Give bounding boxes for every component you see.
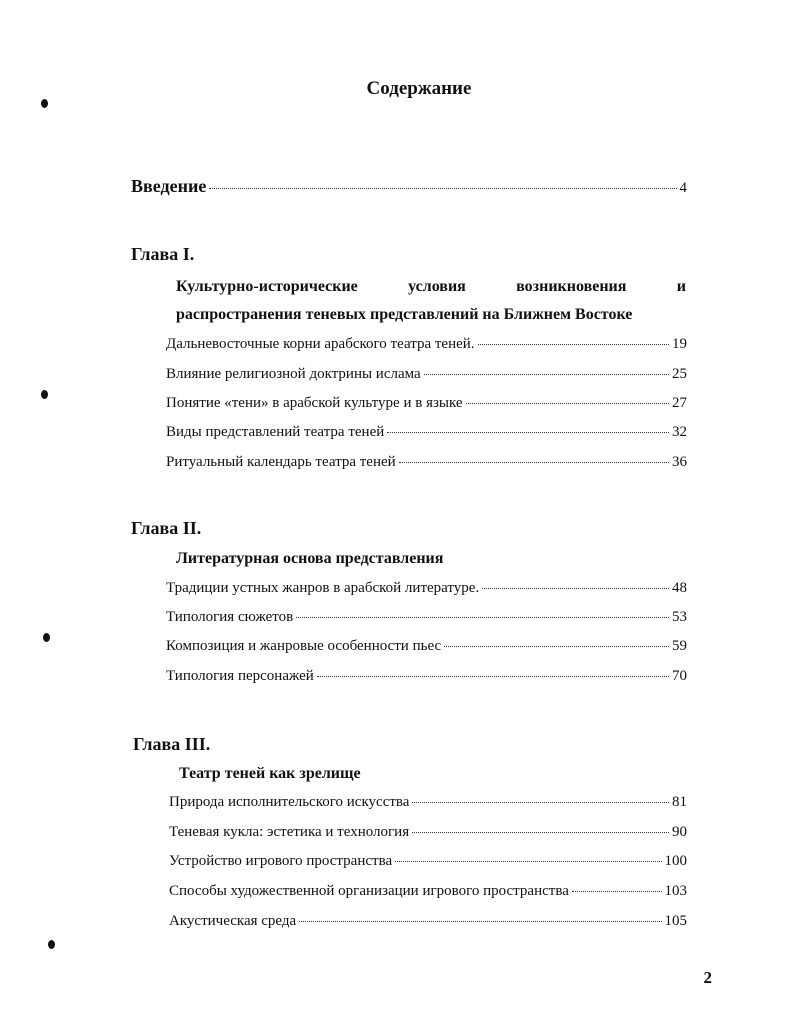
dot-leader [209, 188, 676, 189]
chapter-heading: Глава III. [133, 734, 211, 754]
margin-bullet [41, 99, 48, 108]
toc-entry-label: Традиции устных жанров в арабской литературе. [166, 580, 480, 596]
toc-entry [166, 580, 687, 597]
toc-entry-page: 105 [664, 913, 687, 929]
page-title: Содержание [366, 78, 472, 99]
toc-entry-page: 32 [672, 424, 687, 440]
toc-entry [169, 883, 687, 900]
toc-entry [166, 424, 687, 441]
toc-entry-label: Введение [131, 176, 207, 196]
dot-leader [387, 432, 669, 433]
toc-entry-page: 27 [672, 395, 687, 411]
dot-leader [444, 646, 669, 647]
toc-entry-label: Природа исполнительского искусства [169, 794, 410, 810]
toc-entry-page: 90 [672, 824, 687, 840]
toc-entry-label: Теневая кукла: эстетика и технология [169, 824, 410, 840]
toc-entry [166, 336, 687, 353]
toc-entry-page: 100 [664, 853, 687, 869]
margin-bullet [41, 390, 48, 399]
dot-leader [572, 891, 662, 892]
toc-entry-label: Композиция и жанровые особенности пьес [166, 638, 442, 654]
toc-entry-label: Ритуальный календарь театра теней [166, 454, 396, 470]
toc-entry-label: Виды представлений театра теней [166, 424, 385, 440]
toc-entry-page: 36 [672, 454, 687, 470]
toc-entry [166, 366, 687, 383]
toc-entry-label: Устройство игрового пространства [169, 853, 393, 869]
toc-entry [166, 454, 687, 471]
toc-entry-label: Способы художественной организации игрового пространства [169, 883, 569, 899]
dot-leader [299, 921, 661, 922]
toc-entry-page: 48 [672, 580, 687, 596]
section-word: Культурно-исторические [176, 278, 358, 295]
toc-entry-page: 53 [672, 609, 687, 625]
toc-entry-label: Акустическая среда [169, 913, 297, 929]
section-title-line2: распространения теневых представлений на Ближнем Востоке [176, 306, 633, 323]
toc-entry-label: Типология сюжетов [166, 609, 294, 625]
toc-entry-page: 4 [679, 180, 687, 196]
toc-entry [169, 824, 687, 841]
toc-entry-intro [131, 176, 687, 197]
toc-entry [169, 853, 687, 870]
dot-leader [466, 403, 669, 404]
toc-entry [169, 794, 687, 811]
dot-leader [412, 832, 669, 833]
toc-entry-page: 70 [672, 668, 687, 684]
toc-entry-label: Дальневосточные корни арабского театра теней. [166, 336, 475, 352]
dot-leader [296, 617, 669, 618]
dot-leader [412, 802, 669, 803]
toc-entry-page: 103 [664, 883, 687, 899]
toc-entry-page: 25 [672, 366, 687, 382]
toc-entry [166, 395, 687, 412]
section-word: возникновения [516, 278, 627, 295]
toc-entry [166, 668, 687, 685]
toc-entry-page: 59 [672, 638, 687, 654]
dot-leader [399, 462, 669, 463]
toc-entry-label: Понятие «тени» в арабской культуре и в языке [166, 395, 463, 411]
dot-leader [478, 344, 669, 345]
dot-leader [395, 861, 661, 862]
margin-bullet [43, 633, 50, 642]
toc-entry-page: 19 [672, 336, 687, 352]
toc-entry [166, 638, 687, 655]
section-word: условия [408, 278, 466, 295]
dot-leader [424, 374, 669, 375]
toc-entry-label: Типология персонажей [166, 668, 314, 684]
dot-leader [482, 588, 669, 589]
toc-entry-page: 81 [672, 794, 687, 810]
toc-entry-label: Влияние религиозной доктрины ислама [166, 366, 421, 382]
page-number: 2 [703, 968, 712, 987]
margin-bullet [48, 940, 55, 949]
dot-leader [317, 676, 669, 677]
toc-entry [169, 913, 687, 930]
section-title-line1 [176, 278, 686, 296]
toc-entry [166, 609, 687, 626]
section-word: и [676, 278, 686, 295]
chapter-heading: Глава II. [131, 518, 202, 538]
section-title: Театр теней как зрелище [179, 765, 361, 782]
section-title: Литературная основа представления [176, 550, 444, 567]
chapter-heading: Глава I. [131, 244, 195, 264]
